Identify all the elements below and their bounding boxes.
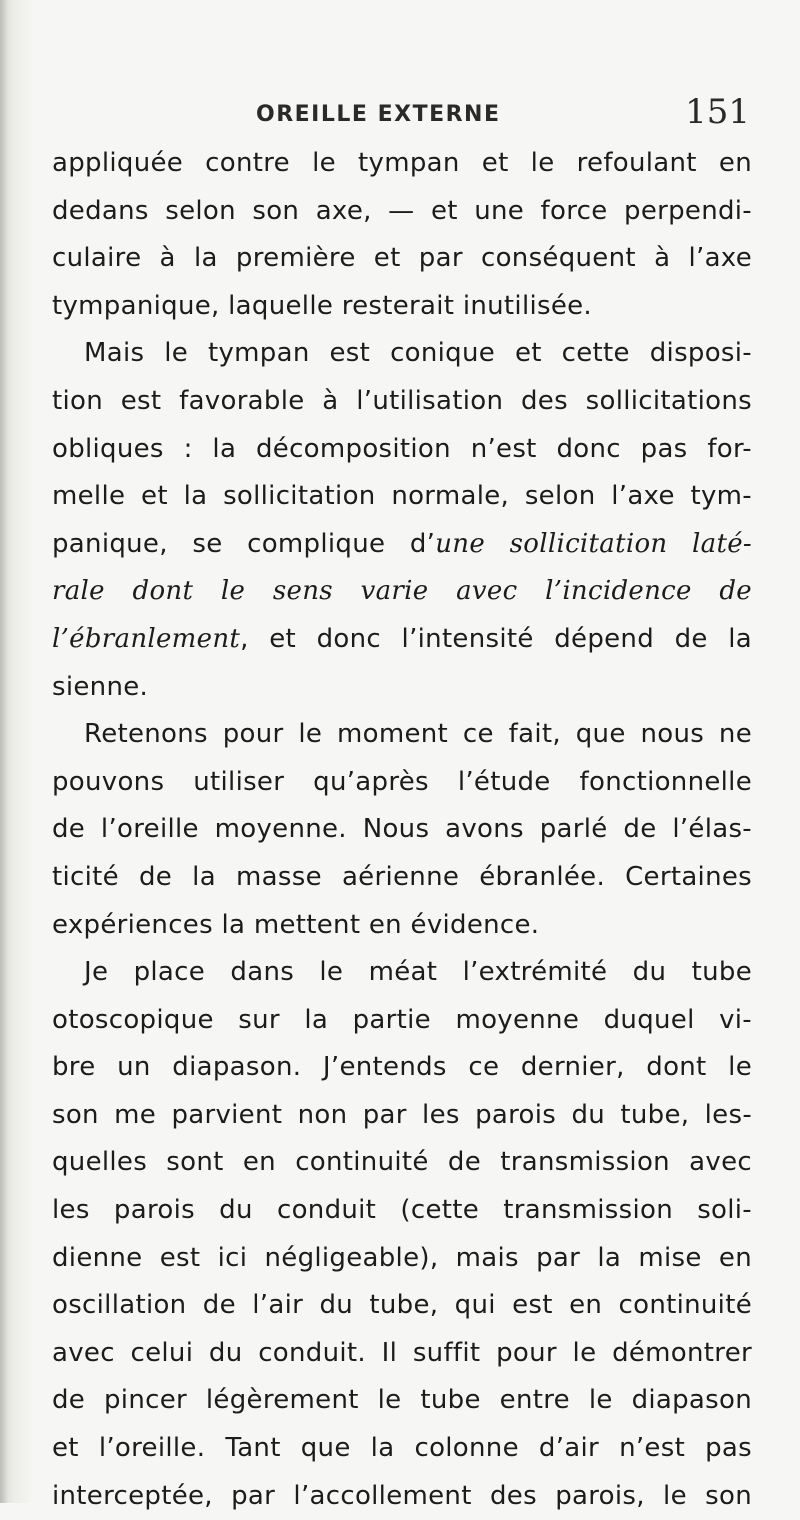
text-line: tympanique, laquelle resterait inutilisée. — [52, 290, 593, 321]
text-line: appliquée contre le tympan et le refoulant en — [52, 148, 752, 178]
text-line: bre un diapason. J’entends ce dernier, dont le — [52, 1052, 752, 1083]
text-line: de l’oreille moyenne. Nous avons parlé de l’élas- — [52, 814, 752, 845]
text-segment: , et donc l’intensité dépend de la — [240, 623, 752, 654]
text-line — [52, 616, 752, 664]
italic-text: une sollicitation laté- — [435, 528, 752, 559]
text-line: melle et la sollicitation normale, selon l’axe tym- — [52, 481, 752, 512]
text-line: Retenons pour le moment ce fait, que nous ne — [84, 719, 752, 750]
text-line: culaire à la première et par conséquent à l’axe — [52, 243, 752, 274]
text-line: avec celui du conduit. Il suffit pour le démontrer — [52, 1337, 752, 1368]
text-line: oscillation de l’air du tube, qui est en continuité — [52, 1290, 752, 1321]
text-line: obliques : la décomposition n’est donc pas for- — [52, 433, 752, 464]
text-line: son me parvient non par les parois du tube, les- — [52, 1099, 752, 1130]
text-line: otoscopique sur la partie moyenne duquel vi- — [52, 1004, 752, 1035]
italic-text: rale dont le sens varie avec l’incidence de — [52, 576, 752, 607]
text-line: quelles sont en continuité de transmission avec — [52, 1147, 752, 1178]
text-line: pouvons utiliser qu’après l’étude fonctionnelle — [52, 766, 752, 797]
text-line: dienne est ici négligeable), mais par la mise en — [52, 1242, 752, 1273]
text-line: dedans selon son axe, — et une force perpendi- — [52, 195, 752, 226]
page-header — [56, 92, 794, 142]
text-line: Je place dans le méat l’extrémité du tube — [84, 957, 752, 988]
text-line: les parois du conduit (cette transmission soli- — [52, 1195, 752, 1226]
text-line — [52, 521, 752, 569]
text-line: expériences la mettent en évidence. — [52, 909, 540, 940]
spine-shadow — [0, 0, 8, 1503]
page-number: 151 — [685, 92, 750, 132]
text-line: Mais le tympan est conique et cette disposi- — [84, 338, 752, 369]
text-line: sienne. — [52, 671, 149, 702]
text-segment: panique, se complique d’ — [52, 528, 436, 559]
text-line: interceptée, par l’accollement des parois, le son — [52, 1480, 752, 1511]
text-line: et l’oreille. Tant que la colonne d’air n’est pas — [52, 1433, 752, 1464]
running-title: OREILLE EXTERNE — [256, 102, 501, 127]
text-line: ticité de la masse aérienne ébranlée. Certaines — [52, 861, 752, 892]
text-line: tion est favorable à l’utilisation des sollicitations — [52, 385, 752, 416]
italic-text: l’ébranlement — [52, 623, 241, 654]
body-text — [52, 140, 752, 1520]
text-line — [52, 568, 752, 616]
text-line: de pincer légèrement le tube entre le diapason — [52, 1385, 752, 1416]
